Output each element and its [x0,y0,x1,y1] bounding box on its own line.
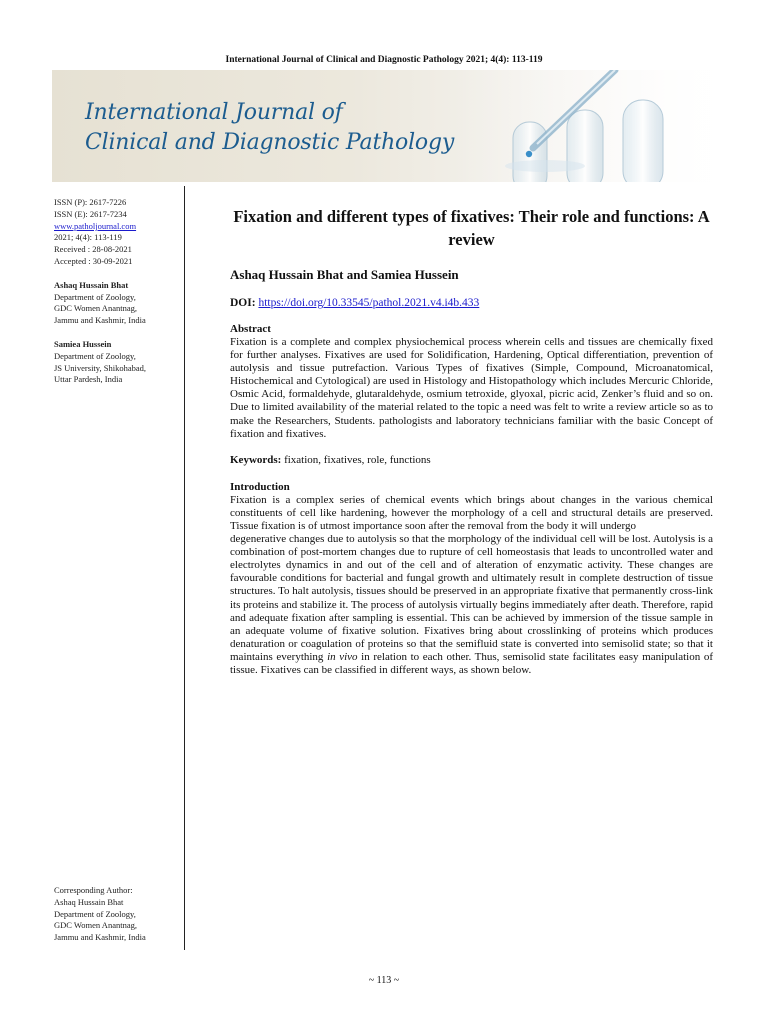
page-number: ~ 113 ~ [368,975,400,986]
abstract-text: Fixation is a complete and complex physiochemical process wherein cells and tissues are chemically fixed for further analyses. Fixatives are used for Solidification, Hardening, Optical differentiation, prevention of autolysis and tissue putrefaction. Various Types of fixatives (Simple, Compound, Microanatomical, Histochemical and Cytological) are used in Histology and Histopathology which includes Mercuric Chloride, Osmic Acid, formaldehyde, glutaraldehyde, osmium tetroxide, glyoxal, picric acid, Zenker’s fluid and so on. Due to limited availability of the material related to the topic a need was felt to write a review article so as to make the Researchers, Students. pathologists and laboratory technicians familiar with the basic Concept of fixation and fixatives. [230,336,713,440]
journal-title-line1: International Journal of [85,100,343,125]
corresponding-name: Ashaq Hussain Bhat [54,896,124,907]
author1-institution: GDC Women Anantnag, [54,303,137,314]
author2-name: Samiea Hussein [54,338,112,349]
corresponding-author [54,885,180,944]
corresponding-dept: Department of Zoology, [54,908,136,919]
doi-label: DOI: [230,297,256,309]
author2-dept: Department of Zoology, [54,350,136,361]
journal-title-line2: Clinical and Diagnostic Pathology [85,130,455,155]
journal-website-link[interactable]: www.patholjournal.com [54,220,137,231]
publication-info [54,197,180,268]
journal-banner [52,70,715,182]
article-authors: Ashaq Hussain Bhat and Samiea Hussein [230,267,459,282]
accepted-date: Accepted : 30-09-2021 [54,255,133,266]
author1-dept: Department of Zoology, [54,291,136,302]
received-date: Received : 28-08-2021 [54,244,132,255]
journal-title [85,98,454,158]
abstract-heading: Abstract [230,323,271,335]
intro-p2-text-b: in relation to each other. Thus, semisolid state facilitates easy manipulation of tissue. Fixatives can be classified in different ways, as shown below. [230,650,713,676]
keywords-line [230,454,713,466]
author2-affiliation [54,339,180,386]
corresponding-label: Corresponding Author: [54,885,133,895]
intro-p2-italic: in vivo [327,650,358,663]
sidebar-metadata [54,197,180,398]
author2-institution: JS University, Shikohabad, [54,362,147,373]
introduction-heading: Introduction [230,480,290,493]
issn-print: ISSN (P): 2617-7226 [54,197,127,207]
author2-location: Uttar Pardesh, India [54,374,123,385]
author1-affiliation [54,280,180,327]
corresponding-location: Jammu and Kashmir, India [54,932,146,943]
lab-glassware-illustration [455,70,715,182]
volume-info: 2021; 4(4): 113-119 [54,232,122,243]
keywords-text: fixation, fixatives, role, functions [284,453,431,466]
article-main [230,205,713,677]
author1-name: Ashaq Hussain Bhat [54,279,129,290]
doi-line [230,297,713,309]
introduction-paragraph-1: Fixation is a complex series of chemical events which brings about changes in the various chemical constituents of cell like hardening, however the morphology of a cell and structural details are preserved. Tissue fixation is of utmost importance soon after the removal from the body it will undergo [230,493,713,532]
author1-location: Jammu and Kashmir, India [54,315,146,326]
keywords-label: Keywords: [230,453,282,466]
article-title: Fixation and different types of fixatives: Their role and functions: A review [233,207,710,249]
issn-electronic: ISSN (E): 2617-7234 [54,208,127,219]
intro-p2-text-a: degenerative changes due to autolysis so that the morphology of the individual cell will be lost. Autolysis is a combination of post-mortem changes due to rupture of cell homeostasis that leads to uncontrolled water and electrolytes dynamics in and out of the cell and of alteration of enzymatic activity. These changes are favourable conditions for bacterial and fungal growth and ultimately result in complete destruction of tissue structures. To halt autolysis, tissues should be preserved in an appropriate fixative that permanently cross-link its proteins and stabilize it. The process of autolysis virtually begins immediately after death. Therefore, rapid and adequate fixation after sampling is essential. This can be achieved by immersion of the tissue sample in an adequate volume of fixative solution. Fixatives bring about crosslinking of proteins which produces denaturation or coagulation of proteins so that the semifluid state is converted into semisolid state; so that it maintains everything [230,533,713,663]
column-divider [184,186,185,950]
doi-link[interactable]: https://doi.org/10.33545/pathol.2021.v4.i4b.433 [258,297,480,309]
running-head: International Journal of Clinical and Diagnostic Pathology 2021; 4(4): 113-119 [225,55,543,65]
corresponding-institution: GDC Women Anantnag, [54,920,137,931]
introduction-paragraph-2 [230,533,713,677]
